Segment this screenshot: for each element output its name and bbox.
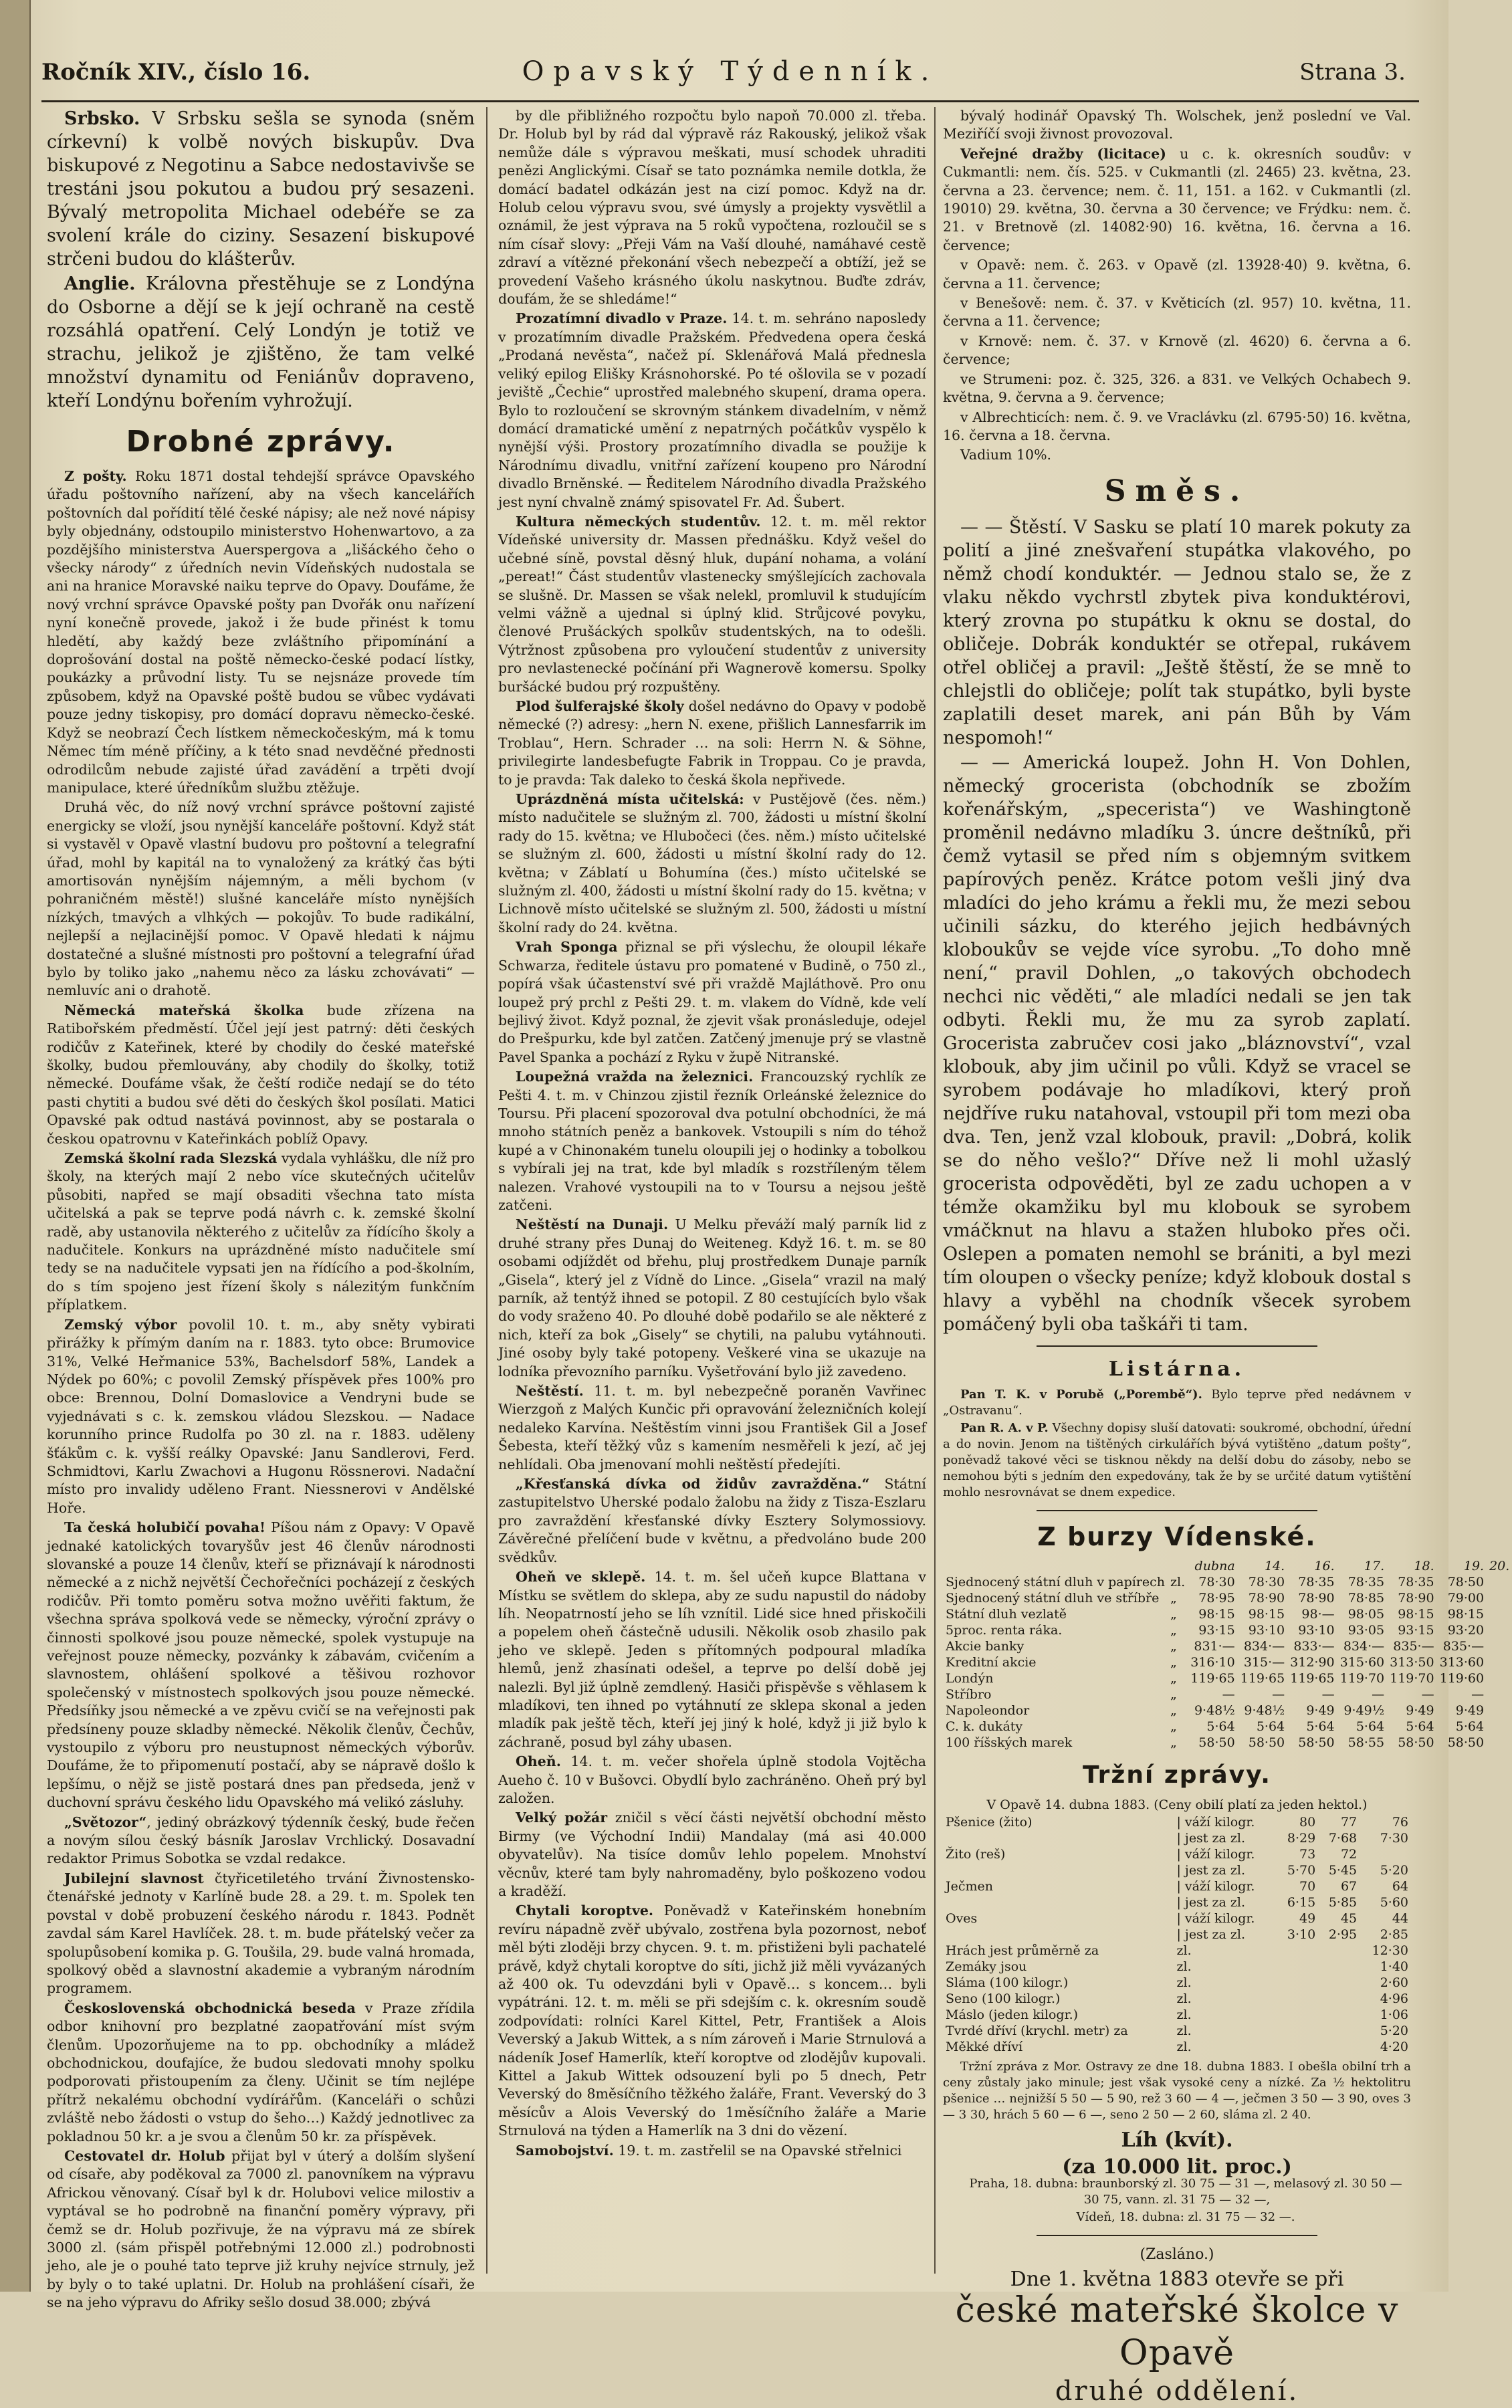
table-cell: 119·70 bbox=[1339, 1670, 1385, 1686]
table-cell: 312·90 bbox=[1290, 1654, 1335, 1670]
table-row bbox=[943, 1574, 1512, 1590]
table-cell: 1·06 bbox=[1380, 2007, 1408, 2023]
table-cell: 20. bbox=[1489, 1558, 1510, 1573]
table-cell: — bbox=[1321, 1686, 1335, 1702]
table-cell: Sjednocený státní dluh ve stříbře bbox=[946, 1590, 1160, 1606]
table-cell: 119·65 bbox=[1190, 1670, 1235, 1686]
market-subtitle: V Opavě 14. dubna 1883. (Ceny obilí platí za jeden hektol.) bbox=[986, 1797, 1368, 1812]
table-cell: | jest za zl. bbox=[1176, 1863, 1245, 1878]
ad-line-1: Dne 1. května 1883 otevře se při bbox=[1010, 2268, 1344, 2292]
news-articles bbox=[498, 107, 926, 2160]
table-cell: 98·05 bbox=[1347, 1606, 1385, 1622]
news-paragraph: Z pošty. Roku 1871 dostal tehdejší správce Opavského úřadu poštovního nařízení, aby na všech kancelářích poštovních dal pořídití tělé české nápisy; ale než nové nápisy byly objednány, odstoupilo ministerstvo Hohenwartovo, a za pozdějšího ministerstva Auerspergova a „lišáckého čeho o všecky národy“ z úředních nevin Vídeňských nudostala se ani na hranice Moravské naiku teprve do Opavy. Doufáme, že nový vrchní správce Opavské pošty pan Dvořák onu nařízení nyní konečně provede, jakož i že bude přinést k tomu hledětí, aby každý beze zvláštního připomínání a doprošování dostal na poště německo-české podací lístky, poukázky a průvodní listy. Tu se nejsnáze provede tím způsobem, když na Opavské poště budou se vůbec vydávati pouze jedny tiskopisy, pro domácí dopravu německo-české. Když se neobrazí Čech lístkem německočeským, má k tomu Němec tím méně příčiny, a k této snad nevděčné přednosti odrodilcům nebude zajisté úřad zavádění a trpěti dvojí manipulace, které úředníkům službu ztěžuje. bbox=[47, 468, 475, 796]
auctions-notice bbox=[943, 107, 1411, 465]
table-cell: „ bbox=[1170, 1590, 1177, 1606]
table-cell bbox=[1360, 1846, 1411, 1862]
table-cell: — bbox=[1222, 1686, 1235, 1702]
news-paragraph: Velký požár zničil s věcí části největší obchodní město Birmy (ve Východní Indii) Mandalay (má asi 40.000 obyvatelův). Na tisíce domův lehlo popelem. Mnohství věcnův, které tam byly nahromaděny, bylo poškozeno vodou a kraděží. bbox=[498, 1810, 926, 1899]
table-row bbox=[943, 1606, 1512, 1622]
table-cell: zl. bbox=[1176, 2023, 1192, 2039]
table-cell: — bbox=[1372, 1686, 1385, 1702]
table-cell: 8·29 bbox=[1287, 1831, 1316, 1846]
table-cell: | jest za zl. bbox=[1176, 1831, 1245, 1846]
table-cell: 5·64 bbox=[1306, 1719, 1335, 1734]
table-cell: | váží kilogr. bbox=[1176, 1879, 1255, 1894]
table-cell: 315·— bbox=[1243, 1654, 1285, 1670]
news-paragraph: Samobojství. 19. t. m. zastřelil se na Opavské střelnici bbox=[516, 2142, 902, 2159]
news-paragraph: Neštěstí na Dunaji. U Melku převáží malý parník lid z druhé strany přes Dunaj do Weiteneg. Když 16. t. m. se 80 osobami odjíždět od břehu, pluj prostředkem Dunaje parník „Gisela“, který jel z Vídně do Lince. „Gisela“ vrazil na malý parník, až tentýž ihned se potopil. Z 80 cestujících bylo však do vody sraženo 40. Po dlouhé době podařilo se ale některé z nich, kteří za bok „Gisely“ se chytili, na palubu vytáhnouti. Jiné osoby byly také potopeny. Veškeré vina se ukazuje na lodníka převozního parníku. Vyšetřování bylo již zavedeno. bbox=[498, 1216, 926, 1380]
table-cell: Tvrdé dříví (krychl. metr) za bbox=[946, 2023, 1128, 2039]
ad-label: (Zasláno.) bbox=[1140, 2246, 1214, 2263]
table-cell: Stříbro bbox=[946, 1686, 992, 1702]
table-cell bbox=[1318, 2007, 1360, 2023]
table-row bbox=[943, 2023, 1411, 2039]
table-cell bbox=[1277, 1959, 1318, 1975]
table-cell: 78·35 bbox=[1298, 1574, 1335, 1590]
table-cell: Žito (reš) bbox=[946, 1847, 1006, 1862]
news-paragraph: Kultura německých studentův. 12. t. m. měl rektor Vídeňské university dr. Massen přednášku. Když vešel do učebné síně, povstal děsný hluk, dupání nohama, a volání „pereat!“ Část studentův vlastenecky smýšlejících zachovala se slušně. Dr. Massen se však nelekl, promluvil k studujícím velmi vážně a ujednal si úplný klid. Strůjcové povyku, členové Prušáckých spolkův studentských, na to odešli. Výtržnost způsobena pro vyloučení studentův z university pro nevlastenecké počínání při Wagnerově komersu. Spolky buršácké budou prý rozpuštěny. bbox=[498, 513, 926, 695]
table-cell: 831·— bbox=[1194, 1638, 1235, 1654]
table-cell: 5·70 bbox=[1287, 1863, 1316, 1878]
auction-paragraph: ve Strumeni: poz. č. 325, 326. a 831. ve Velkých Ochabech 9. května, 9. června a 9. července; bbox=[943, 370, 1411, 406]
section-title-trzni: Tržní zprávy. bbox=[1083, 1761, 1271, 1789]
table-cell: 78·30 bbox=[1248, 1574, 1285, 1590]
table-row bbox=[943, 1959, 1411, 1975]
table-cell: 98·15 bbox=[1447, 1606, 1485, 1622]
table-cell bbox=[1277, 1975, 1318, 1991]
foreign-news bbox=[47, 107, 475, 413]
table-cell: 5·64 bbox=[1206, 1719, 1235, 1734]
news-paragraph: Chytali koroptve. Poněvadž v Kateřinském honebním revíru nápadně zvěř ubývalo, zostřena byla pozornost, neboť měl býti zloději brzy chycen. 9. t. m. přistiženi byli pachatelé právě, když chytali koroptve do síti, jichž již měli vyvázaných až 400 ok. Tu odevzdáni byli v Opavě… s koncem… byli vypátráni. 12. t. m. měli se při sdejším c. k. okresním soudě zodpovídati: rolníci Karel Kittel, Petr, František a Alois Veverský a Jakub Wittek, a s ním zároveň i Marie Strnulová a nádeník Josef Hamerlík, kteří koroptve od zlodějův kupovali. Kittel a Jakub Wittek odsouzení byli po 5 dnech, Petr Veverský do 8měsíčního těžkého žaláře, Frant. Veverský do 3 měsícův a Alois Veverský do 1měsíčního žaláře a Marie Strnulová na týden a Hamerlík na 3 dni do vězení. bbox=[498, 1902, 927, 2139]
table-cell: 5·64 bbox=[1356, 1719, 1385, 1734]
drobne-zpravy-articles bbox=[47, 467, 475, 2312]
table-cell: 3·10 bbox=[1287, 1927, 1316, 1943]
table-cell: zl. bbox=[1176, 1975, 1192, 1991]
table-cell: | jest za zl. bbox=[1176, 1895, 1245, 1910]
table-cell: Londýn bbox=[946, 1670, 994, 1686]
news-paragraph: Jubilejní slavnost čtyřicetiletého trvání Živnostensko-čtenářské jednoty v Karlíně bude 28. a 29. t. m. Spolek ten povstal v době probuzení českého národu r. 1843. Podnět zavdal sám Karel Havlíček. 28. t. m. bude přátelský večer za spolupůsobení komika p. G. Toušila, 29. bude valná hromada, spolkový oběd a slavnostní akademie a vybraným národním programem. bbox=[47, 1870, 475, 1997]
table-cell: „ bbox=[1170, 1654, 1177, 1670]
table-cell: 18. bbox=[1414, 1558, 1434, 1573]
divider bbox=[1037, 2235, 1317, 2236]
divider bbox=[1037, 1345, 1317, 1347]
table-row bbox=[943, 1638, 1512, 1654]
table-cell bbox=[1318, 2023, 1360, 2039]
page-header bbox=[41, 52, 1419, 99]
auction-paragraph: v Krnově: nem. č. 37. v Krnově (zl. 4620) 6. června a 6. července; bbox=[943, 332, 1411, 368]
table-cell: 45 bbox=[1340, 1911, 1358, 1927]
news-paragraph: Druhá věc, do níž nový vrchní správce poštovní zajisté energicky se vloží, jsou nynější kanceláře poštovní. Když stát si vystavěl v Opavě vlastní budovu pro poštovní a telegrafní úřad, mohl by kapitál na to vynaložený za krátký čas býti amortisován nynějším nájemným, a měli bychom (v pohraničném městě!) slušné kanceláře místo nynějších nízkých, tmavých a vlhkých — pokojův. To bude radikální, nejlepší a nejlacinější pomoc. V Opavě hledati k nájmu dostatečné a slušné místnosti pro poštovní a telegrafní úřad bylo by toliko jako „nahemu něco za lásku zchovávati“ — nemluvíc ani o drahotě. bbox=[47, 799, 475, 999]
table-cell: 44 bbox=[1392, 1911, 1408, 1927]
news-paragraph: Anglie. Královna přestěhuje se z Londýna do Osborne a dějí se k její ochraně na cestě rozsáhlá opatření. Celý Londýn je totiž ve strachu, jelikož je zjištěno, že tam velké množství dynamitu od Feniánův dopraveno, kteří Londýnu bořením vyhrožují. bbox=[47, 273, 475, 411]
table-row bbox=[943, 1719, 1512, 1735]
table-cell bbox=[943, 1894, 1174, 1910]
adjacent-page-strip bbox=[0, 0, 31, 2292]
listarna-paragraph: Pan T. K. v Porubě („Porembě“). Bylo teprve před nedávnem v „Ostravanu“. bbox=[943, 1387, 1411, 1418]
news-paragraph: „Křesťanská dívka od židův zavražděna.“ Státní zastupitelstvo Uherské podalo žalobu na židy z Tisza-Eszlaru pro zavraždění křesťanské dívky Esztery Solymossiovy. Závěrečné přelíčení bude v květnu, a předvoláno bude 200 svědkův. bbox=[498, 1476, 926, 1565]
table-cell: 98·15 bbox=[1398, 1606, 1434, 1622]
table-cell: 835·— bbox=[1442, 1638, 1485, 1654]
table-cell: | jest za zl. bbox=[1176, 1927, 1245, 1943]
news-paragraph: Uprázdněná místa učitelská: v Pustějově (čes. něm.) místo nadučitele se služným zl. 700, žádosti u místní školní rady do 15. května; ve Hlubočeci (čes. něm.) místo učitelské se služným zl. 600, žádosti u místní školní rady do 12. května; v Záblatí u Bohumína (čes.) místo učitelské se služným zl. 400, žádosti u místní školní rady do 15. května; v Lichnově místo učitelské se služným zl. 500, žádosti u místní školní rady do 24. května. bbox=[498, 791, 926, 936]
table-row bbox=[943, 1686, 1512, 1703]
table-row bbox=[943, 1735, 1512, 1751]
news-paragraph: Cestovatel dr. Holub přijat byl v úterý a dolším slyšení od císaře, aby poděkoval za 7000 zl. panovníkem na výpravu Africkou věnovaný. Císař byl k dr. Holubovi velice milostiv a vyptával se ho podrobně na finanční poměry výpravy, při čemž se dr. Holub pozřivuje, že na výpravu má ze sbírek 3000 zl. (sám přispěl potřebnými 12.000 zl.) podrobnosti jeho, ale je o pouhé tato teprve již kruhy nejvíce strnuly, jež by byly o to také uplatni. Dr. Holub na prohlášení císaři, že se na jeho výpravu do Afriky sešlo dosud 38.000; zbývá bbox=[47, 2147, 475, 2311]
table-cell: 313·50 bbox=[1390, 1654, 1434, 1670]
table-row bbox=[943, 1622, 1512, 1638]
table-cell: Pšenice (žito) bbox=[946, 1815, 1033, 1830]
table-cell: 5·45 bbox=[1328, 1863, 1358, 1878]
table-cell: 76 bbox=[1392, 1815, 1408, 1830]
auction-paragraph: v Benešově: nem. č. 37. v Květicích (zl. 957) 10. května, 11. června a 11. července; bbox=[943, 295, 1411, 330]
table-cell bbox=[1277, 1991, 1318, 2007]
table-row bbox=[943, 1878, 1411, 1894]
school-advertisement bbox=[943, 2246, 1411, 2408]
table-cell: zl. bbox=[1176, 2040, 1192, 2055]
table-cell: 93·20 bbox=[1447, 1622, 1485, 1638]
ad-line-2: české mateřské školce v Opavě bbox=[955, 2290, 1399, 2373]
table-cell: 78·95 bbox=[1198, 1590, 1235, 1606]
lih-subtitle: (za 10.000 lit. proc.) bbox=[1062, 2155, 1292, 2179]
table-cell: 4·20 bbox=[1380, 2040, 1408, 2055]
table-cell: Zemáky jsou bbox=[946, 1959, 1027, 1975]
table-cell: 2·95 bbox=[1328, 1927, 1358, 1943]
table-cell: Měkké dříví bbox=[946, 2040, 1023, 2055]
table-cell: 58·50 bbox=[1198, 1735, 1235, 1750]
table-cell: zl. bbox=[1176, 1991, 1192, 2007]
table-cell: 78·90 bbox=[1298, 1590, 1335, 1606]
table-cell: 5·64 bbox=[1256, 1719, 1285, 1734]
news-paragraph: Zemská školní rada Slezská vydala vyhlášku, dle níž pro školy, na kterých mají 2 nebo více skutečných učitelův působiti, napřed se mají obsaditi všechna tato místa učitelská a pak se teprve podá návrh c. k. zemské školní radě, aby ustanovila některého z učitelův za řídícího školy a nadučitele. Konkurs na uprázdněné místo nadučitele smí tedy se na nadučitele vypsati jen na řídícího a pod-školním, do s tím spojeno jest řízení školy s nálezitým funkčním příplatkem. bbox=[47, 1150, 475, 1313]
lih-price-line: Praha, 18. dubna: braunborský zl. 30 75 — 31 —, melasový zl. 30 50 — 30 75, vann. zl. 31 75 — 32 —, bbox=[969, 2176, 1402, 2207]
table-cell: 5·20 bbox=[1380, 2023, 1408, 2039]
table-row bbox=[943, 1975, 1411, 1991]
table-cell: 9·48½ bbox=[1194, 1703, 1235, 1718]
divider bbox=[1037, 1510, 1317, 1511]
listarna-notes bbox=[943, 1387, 1411, 1501]
table-cell bbox=[1318, 1959, 1360, 1975]
table-cell: Sláma (100 kilogr.) bbox=[946, 1975, 1069, 1991]
table-cell: Státní dluh vezlatě bbox=[946, 1606, 1067, 1622]
news-paragraph: Československá obchodnická beseda v Praze zřídila odbor knihovní pro bezplatné zaopatřování míst svým členům. Upozorňujeme na to pp. obchodníky a mládež obchodnickou, doufajíce, že budou sledovati mnohy spolku podporovati přistoupením za členy. Učinit se tím nejlépe přítrž nekalému obchodní vydírářům. (Kanceláři o schůzi zvláště nebo žádosti o vstup do šeho…) Každý jednotlivec za pokladnou 50 kr. a je svou a členům 50 kr. za příspěvek. bbox=[47, 1999, 475, 2145]
table-row bbox=[943, 1830, 1411, 1846]
table-cell: 78·50 bbox=[1447, 1574, 1485, 1590]
table-cell: | váží kilogr. bbox=[1176, 1815, 1255, 1830]
table-cell: 100 říšských marek bbox=[946, 1735, 1073, 1750]
newspaper-title: Opavský Týdenník. bbox=[522, 56, 939, 87]
table-cell bbox=[943, 1558, 1168, 1574]
table-cell bbox=[1277, 2007, 1318, 2023]
table-cell bbox=[943, 1862, 1174, 1878]
table-cell: Kreditní akcie bbox=[946, 1654, 1037, 1670]
table-row bbox=[943, 1703, 1512, 1719]
news-paragraph: „Světozor“, jediný obrázkový týdenník český, bude řečen a novým sílou český básník Jaroslav Vrchlický. Dosavadní redaktor Primus Sobotka se vzdal redakce. bbox=[47, 1814, 475, 1867]
table-cell: 9·49 bbox=[1306, 1703, 1335, 1718]
smes-paragraph: — — Americká loupež. John H. Von Dohlen, německý grocerista (obchodník se zbožím kořenářským, „specerista“) ve Washingtoně proměnil nedávno mladíku 3. úncre deštníků, při čemž vytasil se před ním s objemným svitkem papírových peněz. Krátce potom vešli jiný dva mladíci do jeho krámu a řekli mu, že mezi sebou učinili sázku, do kterého jejich hedbávných kloboukův se vejde více syrobu. „To doho mně není,“ pravil Dohlen, „o takových obchodech nechci nic věděti,“ ale mladíci nedali se jen tak odbyti. Řekli mu, že mu za syrob zaplatí. Grocerista zabručev cosi jako „bláznovství“, vzal klobouk, aby jim učinil po vůli. Když se vracel se syrobem podávaje ho mladíkovi, který proň nejdříve ruku natahoval, vstoupil při tom mezi oba dva. Ten, jenž vzal klobouk, pravil: „Dobrá, kolik se do něho vešlo?“ Dříve než li mohl užaslý grocerista odpověděti, byl ze zadu uchopen a v témže okamžiku byl mu klobouk se syrobem vmáčknut na hlavu a stažen hluboko přes oči. Oslepen a pomaten nemohl se brániti, a byl mezi tím oloupen o všecky peníze; když klobouk dostal s hlavy a vyběhl na chodník všecek syrobem pomáčený byli oba taškáři ti tam. bbox=[943, 752, 1411, 1335]
table-cell bbox=[1318, 1975, 1360, 1991]
table-cell: 58·55 bbox=[1347, 1735, 1385, 1750]
news-paragraph: Vrah Sponga přiznal se při výslechu, že oloupil lékaře Schwarza, ředitele ústavu pro pomatené v Budině, o 750 zl., popírá však účastenství své při vraždě Majláthově. Pro onu loupež prý prchl z Pešti 29. t. m. vlakem do Vídně, kde velí bejlivý život. Když poznal, že zjevit však pronásleduje, odejel do Prešpurku, kde byl zatčen. Zatčený jmenuje prý se vlastně Pavel Spanka a pochází z Ryku v župě Nitranské. bbox=[498, 939, 927, 1065]
table-cell: dubna bbox=[1194, 1558, 1235, 1573]
table-cell: 2·85 bbox=[1380, 1927, 1408, 1943]
table-cell: 7·30 bbox=[1380, 1831, 1408, 1846]
table-cell: 78·35 bbox=[1347, 1574, 1385, 1590]
table-cell: 9·49 bbox=[1406, 1703, 1434, 1718]
lih-prices bbox=[943, 2176, 1411, 2225]
table-cell: 78·35 bbox=[1398, 1574, 1434, 1590]
table-row bbox=[943, 1654, 1512, 1670]
table-cell: 17. bbox=[1364, 1558, 1385, 1573]
listarna-paragraph: Pan R. A. v P. Všechny dopisy sluší datovati: soukromé, obchodní, úřední a do novin. Jenom na tištěných cirkulářích bývá vytištěno „datum pošty“, poněvadž takové věci se tisknou někdy na delší dobu do zásoby, nebo se nemohou býti s jedním den expedovány, tak že by se určité datum vytištění mohlo nesrovnávat se dnem expedice. bbox=[943, 1420, 1411, 1499]
table-cell: 833·— bbox=[1293, 1638, 1335, 1654]
table-cell: 9·49 bbox=[1455, 1703, 1485, 1718]
table-cell bbox=[1318, 2039, 1360, 2055]
table-cell: 12·30 bbox=[1372, 1943, 1408, 1959]
bourse-table bbox=[943, 1558, 1512, 1751]
column-2 bbox=[498, 107, 926, 2274]
table-cell: 58·50 bbox=[1398, 1735, 1434, 1750]
table-cell: „ bbox=[1170, 1735, 1177, 1750]
table-row bbox=[943, 1862, 1411, 1878]
table-cell: — bbox=[1421, 1686, 1434, 1702]
market-table bbox=[943, 1814, 1411, 2055]
table-cell: 70 bbox=[1299, 1879, 1316, 1894]
section-title-listarna: Listárna. bbox=[1108, 1357, 1246, 1381]
table-cell: 58·50 bbox=[1248, 1735, 1285, 1750]
news-paragraph: Zemský výbor povolil 10. t. m., aby sněty vybirati přirážky k přímým daním na r. 1883. tyto obce: Brumovice 31%, Velké Heřmanice 53%, Bachelsdorf 58%, Landek a Nýdek po 60%; c povolil Zemský příspěvek přes 100% pro obce: Brennou, Dolní Domaslovice a Vendryni bude se vyjednávati s c. k. zemskou vládou Slezskou. — Nadace korunního prince Rudolfa po 30 zl. na r. 1883. uděleny šťákům c. k. vyšší reálky Opavské: Janu Sandlerovi, Ferd. Schmidtovi, Karlu Zwachovi a Hugonu Rössnerovi. Nadační místo pro invalidy uděleno Frant. Niessnerovi v Andělské Hoře. bbox=[47, 1316, 475, 1516]
table-row bbox=[943, 2007, 1411, 2023]
smes-paragraph: — — Štěstí. V Sasku se platí 10 marek pokuty za polití a jiné znešvaření stupátka vlakového, po němž chodí konduktér. — Jednou stalo se, že z vlaku někdo vychrstl zbytek piva konduktérovi, který zrovna po stupátku k oknu se dostal, do obličeje. Dobrák konduktér se otřepal, rukávem otřel obličej a pravil: „Ještě štěstí, že se mně to chlejstli do obličeje; polít tak stupátko, byli byste zaplatili deset marek, ani pán Bůh by Vám nespomoh!“ bbox=[943, 516, 1411, 748]
table-cell: „ bbox=[1170, 1686, 1177, 1702]
table-cell: „ bbox=[1170, 1606, 1177, 1622]
auction-paragraph: bývalý hodinář Opavský Th. Wolschek, jenž poslední ve Val. Meziříčí svoji živnost provozoval. bbox=[943, 108, 1411, 142]
table-cell: 6·15 bbox=[1287, 1895, 1316, 1910]
ostrava-market-report: Tržní zpráva z Mor. Ostravy ze dne 18. dubna 1883. I obešla obilní trh a ceny zůstaly jako minule; jest však vysoké ceny a nízké. Za ½ hektolitru pšenice … nejnižší 5 50 — 5 90, rež 3 60 — 4 —, ječmen 3 50 — 3 90, oves 3 — 3 30, hrách 5 60 — 6 —, seno 2 50 — 2 60, sláma zl. 2 40. bbox=[943, 2060, 1411, 2122]
table-cell: 834·— bbox=[1343, 1638, 1385, 1654]
table-cell: zl. bbox=[1176, 1943, 1192, 1959]
table-cell: 5·64 bbox=[1406, 1719, 1434, 1734]
table-cell: 14. bbox=[1264, 1558, 1285, 1573]
table-cell: zl. bbox=[1170, 1574, 1186, 1590]
table-cell: 5·60 bbox=[1380, 1895, 1408, 1910]
table-cell: 93·10 bbox=[1298, 1622, 1335, 1638]
table-cell: „ bbox=[1170, 1638, 1177, 1654]
table-cell: 64 bbox=[1392, 1879, 1408, 1894]
table-cell bbox=[1277, 2039, 1318, 2055]
auction-paragraph: v Opavě: nem. č. 263. v Opavě (zl. 13928·40) 9. května, 6. června a 11. července; bbox=[943, 257, 1411, 292]
table-cell: 4·96 bbox=[1380, 1991, 1408, 2007]
table-cell: 78·90 bbox=[1398, 1590, 1434, 1606]
table-cell: 7·68 bbox=[1328, 1831, 1358, 1846]
news-paragraph: Loupežná vražda na železnici. Francouzský rychlík ze Pešti 4. t. m. v Chinzou zjistil řezník Orleánské železnice do Toursu. Při placení spozoroval dva potulní obchodníci, že má mnoho státních peněz a bankovek. Vstoupili s ním do téhož kupé a v Chinonakém tunelu oloupili jej o hodinky a tobolkou s vybírali jej na trat, kde byl mladík s rozstříleným tělem nalezen. Vrahové vystoupili na to v Toursu a nejsou ještě zatčeni. bbox=[498, 1069, 926, 1213]
table-cell: 93·05 bbox=[1347, 1622, 1385, 1638]
table-cell: 313·60 bbox=[1439, 1654, 1485, 1670]
table-cell: 5proc. renta ráka. bbox=[946, 1622, 1063, 1638]
table-cell: 67 bbox=[1340, 1879, 1358, 1894]
table-row bbox=[943, 1991, 1411, 2007]
table-row bbox=[943, 1814, 1411, 1830]
table-row bbox=[943, 1943, 1411, 1959]
column-divider bbox=[486, 107, 488, 2274]
table-cell: 834·— bbox=[1243, 1638, 1285, 1654]
table-cell: — bbox=[1272, 1686, 1285, 1702]
table-row bbox=[943, 2039, 1411, 2055]
table-cell: zl. bbox=[1176, 2007, 1192, 2023]
table-cell bbox=[943, 1830, 1174, 1846]
table-row bbox=[943, 1894, 1411, 1910]
table-cell: 78·30 bbox=[1198, 1574, 1235, 1590]
table-row bbox=[943, 1670, 1512, 1686]
lih-price-line: Vídeň, 18. dubna: zl. 31 75 — 32 —. bbox=[1076, 2209, 1295, 2224]
table-cell: 9·48½ bbox=[1244, 1703, 1285, 1718]
table-cell: zl. bbox=[1176, 1959, 1192, 1975]
table-cell: 72 bbox=[1340, 1847, 1358, 1862]
news-paragraph: Plod šulferajské školy došel nedávno do Opavy v podobě německé (?) adresy: „hern N. exene, přišlich Lannesfarrik im Troblau“, Hern. Schrader … na soli: Herrn N. & Söhne, privilegirte landesbefugte Fabrik in Troppau. Co je pravda, to je pravda: Tak daleko to česká škola nepřivede. bbox=[498, 698, 926, 788]
table-cell: 16. bbox=[1314, 1558, 1335, 1573]
news-paragraph: Oheň. 14. t. m. večer shořela úplně stodola Vojtěcha Aueho č. 10 v Bušovci. Obydlí bylo zachráněno. Oheň prý byl založen. bbox=[498, 1753, 926, 1806]
auction-paragraph: v Albrechticích: nem. č. 9. ve Vraclávku (zl. 6795·50) 16. května, 16. června a 18. června. bbox=[943, 409, 1411, 443]
table-cell: Ječmen bbox=[946, 1879, 993, 1894]
auction-paragraph: Veřejné dražby (licitace) u c. k. okresních soudův: v Cukmantli: nem. čís. 525. v Cukmantli (zl. 2465) 23. května, 23. června a 23. července; nem. č. 11, 151. a 162. v Cukmantli (zl. 19010) 29. května, 30. června a 30 července; ve Frýdku: nem. č. 21. v Bretnově (zl. 14082·90) 16. května, 16. června a 16. července; bbox=[943, 145, 1412, 253]
table-cell: 93·10 bbox=[1248, 1622, 1285, 1638]
table-row bbox=[943, 1910, 1411, 1927]
ad-line-3: druhé oddělení. bbox=[1055, 2375, 1299, 2407]
table-cell: 93·15 bbox=[1198, 1622, 1235, 1638]
section-title-drobne-zpravy: Drobné zprávy. bbox=[126, 425, 396, 459]
table-cell: 79·00 bbox=[1447, 1590, 1485, 1606]
table-cell: 58·50 bbox=[1447, 1735, 1485, 1750]
table-cell: 93·15 bbox=[1398, 1622, 1434, 1638]
table-cell: 98·15 bbox=[1248, 1606, 1285, 1622]
issue-number: Ročník XIV., číslo 16. bbox=[41, 59, 311, 86]
table-cell: Hrách jest průměrně za bbox=[946, 1943, 1099, 1959]
table-cell: Máslo (jeden kilogr.) bbox=[946, 2007, 1079, 2023]
table-cell bbox=[1318, 1943, 1360, 1959]
table-cell bbox=[1277, 2023, 1318, 2039]
news-paragraph: Prozatímní divadlo v Praze. 14. t. m. sehráno naposledy v prozatímním divadle Pražském. Předvedena opera česká „Prodaná nevěsta“, načež pí. Sklenářová Malá přednesla veliký epilog Elišky Krásnohorské. Po té ošlovila se v pozadí jeviště „Čechie“ uprostřed malebného skupení, drama opera. Bylo to rozloučení se skrovným stánkem divadelním, v němž domácí dramatické umění z nepatrných počátkův vyspělo k nynější výši. Prostory prozatímního divadla se použije k Národnímu divadlu, vnitřní zařízení koupeno pro Národní divadlo Brněnské. — Ředitelem Národního divadla Pražského jest nyní chvalně známý spisovatel Fr. Ad. Šubert. bbox=[498, 310, 926, 510]
table-cell: 19. bbox=[1463, 1558, 1485, 1573]
table-cell: 5·20 bbox=[1380, 1863, 1408, 1878]
table-cell: C. k. dukáty bbox=[946, 1719, 1023, 1734]
table-cell bbox=[1277, 1943, 1318, 1959]
news-paragraph: Ta česká holubičí povaha! Píšou nám z Opavy: V Opavě jednaké katolických tovaryšův jest 46 členův národnosti slovanské a pouze 14 členův, kteří se přiznávají k národnosti německé a z nichž největší Čechořečníci pocházejí z českých rodičův. Při tomto poměru sotva možno uvěřiti faktum, že všechna správa spolková vede se německy, výroční zprávy o činnosti spolkové jsou pouze německé, spolek vystupuje na veřejnost pouze německy, pozvánky k zábavám, cvičením a slavnostem, ohlášení spolkové a těšivou rozhovor společenský v místnostech spolkových jsou pouze německé. Předsíňky jsou německé a ve zpěvu cvičí se na veřejnosti pak předsíneny pouze skladby německé. Několik členův, Čechův, vystoupilo z výboru pro neustupnost německých výborův. Doufáme, že to připomenutí postačí, aby se nápravě došlo k lepšímu, o nějž se jistě postará dnes pan předseda, jenž v duchovní správu českého lidu Opavského má velikó zásluhy. bbox=[47, 1519, 475, 1811]
table-cell bbox=[1318, 1991, 1360, 2007]
page-number: Strana 3. bbox=[1299, 59, 1406, 86]
column-1 bbox=[47, 107, 475, 2311]
table-cell: 5·64 bbox=[1455, 1719, 1485, 1734]
table-cell: 98·— bbox=[1301, 1606, 1335, 1622]
table-cell: | váží kilogr. bbox=[1176, 1847, 1255, 1862]
news-paragraph: Srbsko. V Srbsku sešla se synoda (sněm církevní) k volbě nových biskupův. Dva biskupové z Negotinu a Sabce nedostavivše se trestáni jsou pokutou a budou prý sesazeni. Bývalý metropolita Michael odebéře se za svolení krále do ciziny. Sesazení biskupové strčeni budou do klášterův. bbox=[47, 108, 475, 269]
news-paragraph: Německá mateřská školka bude zřízena na Ratibořském předměstí. Účel její jest patrný: děti českých rodičův z Kateřinek, které by chodily do české mateřské školky, budou přemlouvány, aby chodily do školky, totiž německé. Doufáme však, že čeští rodiče nedají se do této pasti chytiti a budou své děti do českých škol posílati. Matici Opavské pak odtud nastává povinnost, aby se postarala o českou opatrovnu v Kateřinkách poblíž Opavy. bbox=[47, 1002, 475, 1147]
table-row bbox=[943, 1927, 1411, 1943]
table-cell: „ bbox=[1170, 1622, 1177, 1638]
table-cell: 835·— bbox=[1393, 1638, 1434, 1654]
table-cell: 78·90 bbox=[1248, 1590, 1285, 1606]
smes-articles bbox=[943, 516, 1411, 1336]
news-paragraph: Neštěstí. 11. t. m. byl nebezpečně poraněn Vavřinec Wierzgoň z Malých Kunčic při opravování železničních kolejí nedaleko Karvína. Neštěstím vinni jsou František Gil a Josef Šebesta, kteří těžký vůz s kamením nesměřeli k jezí, ač jej nehlídali. Oba jmenovaní mohli neštěstí předejíti. bbox=[498, 1383, 926, 1472]
auction-paragraph: Vadium 10%. bbox=[960, 447, 1052, 463]
table-cell: 77 bbox=[1340, 1815, 1358, 1830]
section-title-smes: Směs. bbox=[1104, 473, 1250, 508]
table-cell: 49 bbox=[1299, 1911, 1316, 1927]
table-cell: 316·10 bbox=[1190, 1654, 1235, 1670]
table-cell: 119·60 bbox=[1439, 1670, 1485, 1686]
column-divider bbox=[934, 107, 936, 2274]
table-cell: 80 bbox=[1299, 1815, 1316, 1830]
table-header-row bbox=[943, 1558, 1512, 1574]
table-cell: 78·85 bbox=[1347, 1590, 1385, 1606]
table-cell: Akcie banky bbox=[946, 1638, 1024, 1654]
header-rule bbox=[41, 100, 1419, 102]
table-cell: 9·49½ bbox=[1343, 1703, 1385, 1718]
table-cell: 5·85 bbox=[1328, 1895, 1358, 1910]
table-row bbox=[943, 1846, 1411, 1862]
table-cell: Seno (100 kilogr.) bbox=[946, 1991, 1061, 2007]
table-cell: Sjednocený státní dluh v papírech bbox=[946, 1574, 1166, 1590]
news-paragraph: by dle přibližného rozpočtu bylo napoň 70.000 zl. třeba. Dr. Holub byl by rád dal výpravě ráz Rakouský, jelikož však nemůže dále s výpravou meškati, musí schodek uhraditi penězi Anglickými. Císař se tato poznámka nemile dotkla, že domácí badatel odkázán jest na cizí pomoc. Když na dr. Holub celou výpravu svou, své úmysly a projekty vysvětlil a oznámil, že jest výprava na 5 roků vypočtena, rozloučil se s ním císař slovy: „Přeji Vám na Vaší dlouhé, namáhavé cestě zdraví a vítězné překonání všech nebezpečí a obtíží, jež se provedení Vašeho krásného úkolu naskytnou. Buďte zdráv, doufám, že se shledáme!“ bbox=[498, 108, 926, 308]
table-row bbox=[943, 1590, 1512, 1606]
table-cell bbox=[943, 1927, 1174, 1943]
table-cell: Napoleondor bbox=[946, 1703, 1030, 1718]
table-cell: 98·15 bbox=[1198, 1606, 1235, 1622]
table-cell: „ bbox=[1170, 1670, 1177, 1686]
table-cell: 2·60 bbox=[1380, 1975, 1408, 1991]
table-cell: — bbox=[1471, 1686, 1485, 1702]
table-cell: 119·65 bbox=[1240, 1670, 1285, 1686]
table-cell: 315·60 bbox=[1339, 1654, 1385, 1670]
table-cell: 1·40 bbox=[1380, 1959, 1408, 1975]
table-cell: 119·65 bbox=[1290, 1670, 1335, 1686]
table-cell: 73 bbox=[1299, 1847, 1316, 1862]
column-3 bbox=[943, 107, 1510, 2407]
table-cell: „ bbox=[1170, 1719, 1177, 1734]
news-paragraph: Oheň ve sklepě. 14. t. m. šel učeň kupce Blattana v Místku se světlem do sklepa, aby ze sudu napustil do nádoby líh. Neopatrností jeho se líh vznítil. Lidé sice hned přiskočili a popelem oheň částečně udusili. Několik osob zhasilo pak jeho ve sklepě. Jeden s přítomných podpoural mladíka hlemů, jenž zhasínati odešel, a teprve po delší době jej nalezli. Byl již úplně zemdlený. Hasiči přispěvše s věhlasem k mladíkovi, ten ihned po vytáhnutí ze sklepa skonal a jeden mladík pak ještě těch, kteří jej jiný k holé, když ji již bylo k záchraně, posud byl záhy ubasen. bbox=[498, 1569, 927, 1750]
table-cell: „ bbox=[1170, 1703, 1177, 1718]
table-cell: 58·50 bbox=[1298, 1735, 1335, 1750]
lih-title: Líh (kvít). bbox=[1121, 2128, 1233, 2153]
table-cell: 119·70 bbox=[1390, 1670, 1434, 1686]
table-cell bbox=[1168, 1558, 1188, 1574]
section-title-burza: Z burzy Vídenské. bbox=[1037, 1521, 1317, 1551]
table-cell: Oves bbox=[946, 1911, 978, 1927]
table-cell: | váží kilogr. bbox=[1176, 1911, 1255, 1927]
